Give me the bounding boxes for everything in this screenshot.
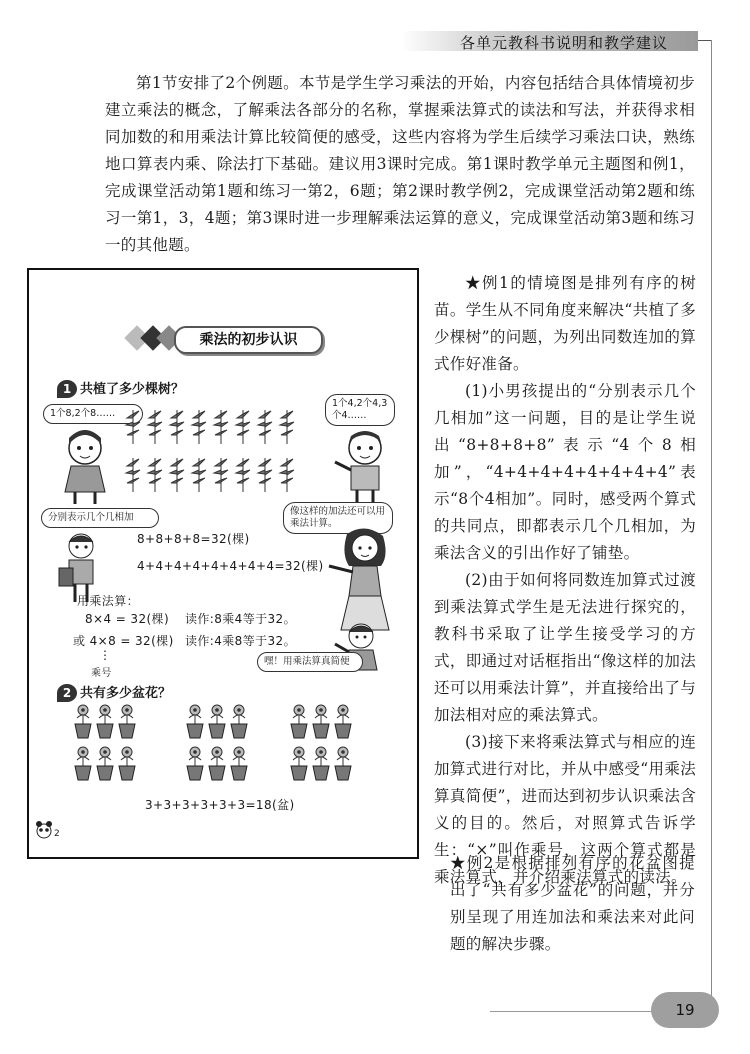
teacher-speech-bubble: 像这样的加法还可以用乘法计算。 xyxy=(283,502,393,534)
page-margin-rule xyxy=(711,40,712,1010)
question-2 xyxy=(57,682,171,702)
reading-2: 读作:4乘8等于32。 xyxy=(185,634,296,648)
reading-1: 读作:8乘4等于32。 xyxy=(185,612,296,626)
question-2-text: 共有多少盆花？ xyxy=(80,686,172,701)
question-1-text: 共植了多少棵树？ xyxy=(80,382,185,397)
addition-equation-2: 4+4+4+4+4+4+4+4=32(棵) xyxy=(137,559,324,573)
addition-equation-3: 3+3+3+3+3+3=18(盆) xyxy=(145,798,295,812)
side-paragraph-1: ★例1的情境图是排列有序的树苗。学生从不同角度来解决“共植了多少棵树”的问题，为列出同数连加的算式作好准备。 xyxy=(434,274,696,373)
tree-seedlings-grid xyxy=(123,404,323,500)
question-1 xyxy=(57,378,184,398)
panda-icon xyxy=(35,820,53,840)
flower-pots-grid xyxy=(73,704,393,788)
girl-speech-bubble: 1个8,2个8…… xyxy=(43,404,143,424)
example2-paragraph xyxy=(105,850,695,958)
example2-text: ★例2是根据排列有序的花盆图提出了“共有多少盆花”的问题，并分别呈现了用连加法和乘法来对此问题的解决步骤。 xyxy=(450,854,695,953)
side-paragraph-3: (2)由于如何将同数连加算式过渡到乘法算式学生是无法进行探究的，教科书采取了让学生接受学习的方式，即通过对话框指出“像这样的加法还可以用乘法计算”，并直接给出了与加法相对应的乘法算式。 xyxy=(434,571,696,724)
multiplication-equation-2: 或 4×8 = 32(棵) xyxy=(73,634,174,648)
side-paragraph-2: (1)小男孩提出的“分别表示几个几相加”这一问题，目的是让学生说出“8+8+8+8”表示“4个8相加”，“4+4+4+4+4+4+4+4”表示“8个4相加”。同时，感受两个算式的共同点，即都表示几个几相加，为乘法含义的引出作好了铺垫。 xyxy=(434,382,696,562)
times-sign-label: 乘号 xyxy=(91,668,112,679)
side-explanation xyxy=(434,270,696,891)
question-1-badge: 1 xyxy=(57,380,77,398)
textbook-inset xyxy=(27,268,419,859)
side-paragraph-4: (3)接下来将乘法算式与相应的连加算式进行对比，并从中感受“用乘法算真简便”，进而达到初步认识乘法含义的目的。然后，对照算式告诉学生：“×”叫作乘号，这两个算式都是乘法算式，并介绍乘法算式的读法。 xyxy=(434,733,696,886)
ask-speech-bubble: 分别表示几个几相加 xyxy=(41,508,159,528)
header-title: 各单元教科书说明和教学建议 xyxy=(460,34,669,52)
continuation-dots: ⋮ xyxy=(99,648,112,662)
inset-page-number: 2 xyxy=(54,829,61,839)
boy-illustration xyxy=(329,426,399,506)
addition-equation-1: 8+8+8+8=32(棵) xyxy=(137,532,250,546)
easy-speech-bubble: 嘿！用乘法算真简便 xyxy=(257,652,363,672)
multiplication-equation-1: 8×4 = 32(棵) xyxy=(85,612,170,626)
boy-speech-bubble: 1个4,2个4,3个4…… xyxy=(325,394,395,426)
multiplication-label: 用乘法算： xyxy=(77,594,140,608)
question-2-badge: 2 xyxy=(57,684,77,702)
intro-paragraph: 第1节安排了2个例题。本节是学生学习乘法的开始，内容包括结合具体情境初步建立乘法的概念，了解乘法各部分的名称，掌握乘法算式的读法和写法，并获得求相同加数的和用乘法计算比较简便的感受，这些内容将为学生后续学习乘法口诀，熟练地口算表内乘、除法打下基础。建议用3课时完成。第1课时教学单元主题图和例1，完成课堂活动第1题和练习一第2，6题；第2课时教学例2，完成课堂活动第2题和练习一第1，3，4题；第3课时进一步理解乘法运算的意义，完成课堂活动第3题和练习一的其他题。 xyxy=(105,74,695,254)
footer-rule xyxy=(490,1011,652,1012)
section-title: 乘法的初步认识 xyxy=(174,326,323,354)
girl-illustration xyxy=(53,426,123,506)
section-title-banner xyxy=(122,322,322,354)
page-number: 19 xyxy=(651,992,719,1028)
header-rule xyxy=(698,40,712,41)
